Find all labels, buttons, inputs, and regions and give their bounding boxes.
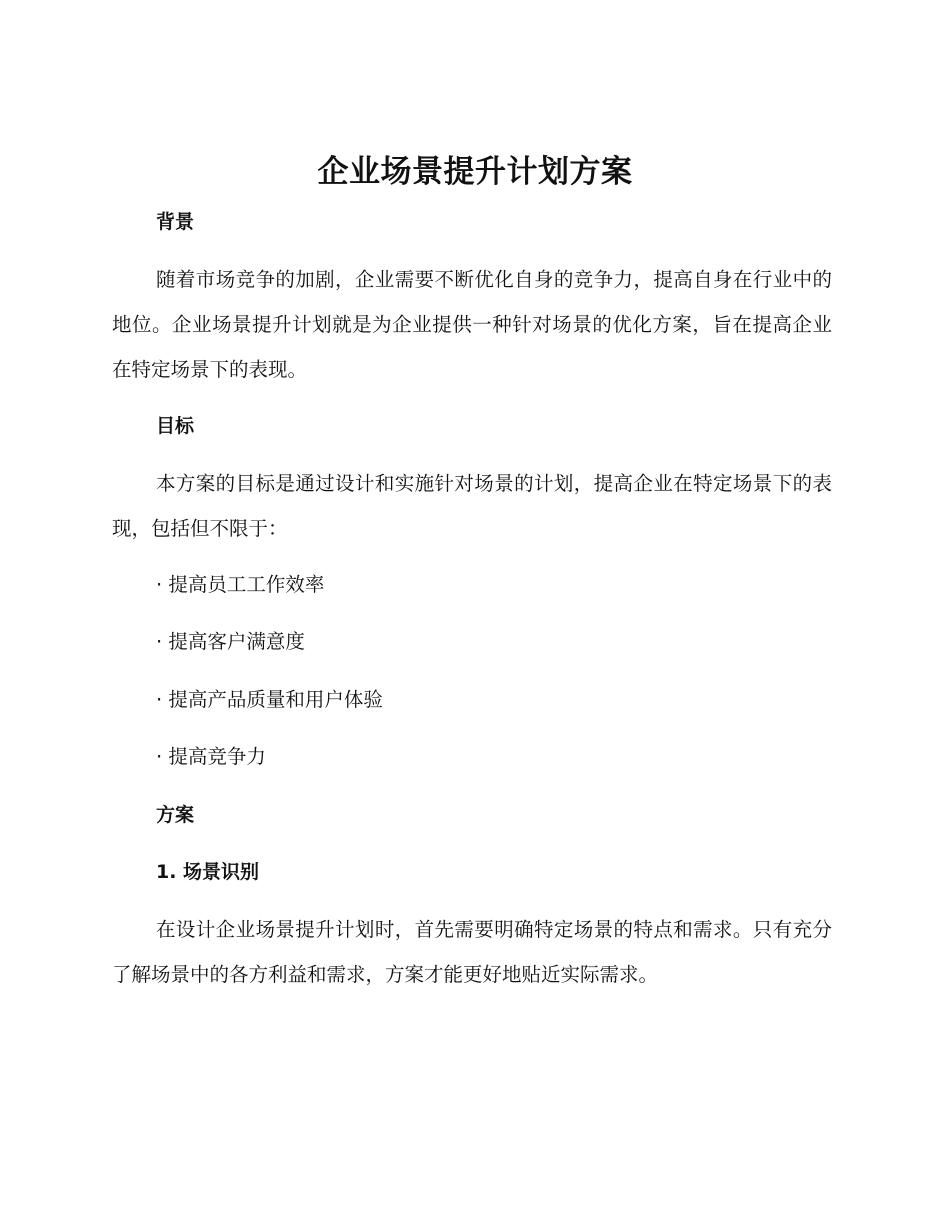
section-heading-background: 背景 [156,211,195,233]
document-title: 企业场景提升计划方案 [317,154,633,190]
section-heading-goals: 目标 [156,415,195,437]
goal-bullet-item: · 提高竞争力 [156,745,266,768]
goal-bullet-item: · 提高客户满意度 [156,630,305,653]
goal-bullet-item: · 提高员工工作效率 [156,573,325,596]
background-paragraph: 随着市场竞争的加剧，企业需要不断优化自身的竞争力，提高自身在行业中的地位。企业场景提升计划就是为企业提供一种针对场景的优化方案，旨在提高企业在特定场景下的表现。 [112,268,832,381]
section-heading-plan: 方案 [156,804,195,826]
subsection-heading-scene-identification: 1. 场景识别 [156,861,260,883]
goal-bullet-item: · 提高产品质量和用户体验 [156,688,383,711]
scene-identification-paragraph: 在设计企业场景提升计划时，首先需要明确特定场景的特点和需求。只有充分了解场景中的各方利益和需求，方案才能更好地贴近实际需求。 [112,918,832,986]
goals-paragraph: 本方案的目标是通过设计和实施针对场景的计划，提高企业在特定场景下的表现，包括但不限于： [112,472,832,540]
